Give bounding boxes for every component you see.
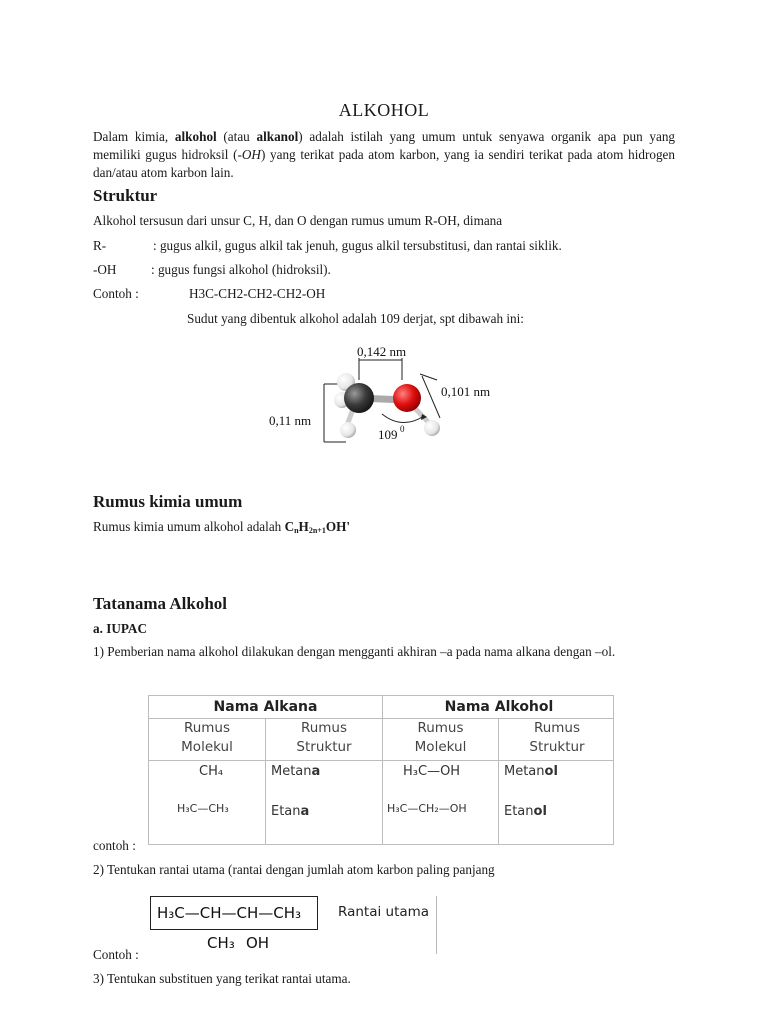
oh-label: -OH [93,262,117,277]
intro-text: ) adalah istilah yang umum untuk senyawa organik apa pun yang memiliki gugus hidroksil (- [93,129,676,162]
subheading-iupac: a. IUPAC [93,621,147,636]
subheader-rumus-struktur: Rumus Struktur [296,720,352,755]
header-nama-alkohol: Nama Alkohol [444,699,554,715]
intro-paragraph [93,128,675,182]
header-nama-alkana: Nama Alkana [213,699,318,715]
cell-h3c-ch3: H₃C—CH₃ [177,802,229,815]
hydrogen-atom [424,420,440,436]
r-text: : gugus alkil, gugus alkil tak jenuh, gugus alkil tersubstitusi, dan rantai siklik. [153,238,562,253]
subheader-rumus-struktur: Rumus Struktur [529,720,585,755]
rumus-text: Rumus kimia umum alkohol adalah [93,519,285,534]
intro-text: ) yang terikat pada atom karbon, yang ia sendiri terikat pada atom hidrogen dan/atau atom karbon lain. [93,147,675,180]
r-label: R- [93,238,107,253]
name-suffix: ol [533,804,547,819]
name-stem: Metan [271,764,312,779]
alkana-alkohol-table [148,695,614,845]
cell-h3c-ch2-oh: H₃C—CH₂—OH [387,802,467,815]
intro-bold-alkanol: alkanol [256,129,299,144]
struktur-oh-row [93,261,693,279]
step2-text: 2) Tentukan rantai utama (rantai dengan jumlah atom karbon paling panjang [93,862,495,877]
cell-etana [271,804,309,819]
cell-ch4: CH₄ [199,764,224,779]
heading-struktur: Struktur [93,186,158,205]
intro-bold-alkohol: alkohol [174,129,217,144]
contoh-formula: H3C-CH2-CH2-CH2-OH [189,286,326,301]
name-stem: Metan [504,764,545,779]
contoh-label: Contoh : [93,286,139,301]
rantai-utama-label: Rantai utama [338,904,430,920]
intro-text: Dalam kimia, [93,129,175,144]
dim-line [422,376,440,418]
chain-formula-box: H₃C—CH—CH—CH₃ [150,896,318,930]
chain-sub-oh: OH [246,934,270,952]
label-o-h-length: 0,101 nm [441,384,491,399]
contoh-label-1: contoh : [93,838,136,853]
name-stem: Etan [504,804,534,819]
heading-tatanama: Tatanama Alkohol [93,594,227,613]
sudut-text: Sudut yang dibentuk alkohol adalah 109 derjat, spt dibawah ini: [187,311,524,326]
name-suffix: a [300,804,310,819]
formula-2n1: 2n+1 [308,526,326,535]
oxygen-atom [393,384,421,412]
cell-metanol [504,764,558,779]
hydrogen-atom [340,422,356,438]
step3-text: 3) Tentukan substituen yang terikat rantai utama. [93,971,351,986]
label-angle: 109 [378,427,398,442]
contoh-label-2: Contoh : [93,947,139,962]
cell-metana [271,764,320,779]
alcohol-molecule-figure [262,338,512,453]
angle-arc [382,414,424,423]
label-c-o-length: 0,142 nm [357,344,407,359]
struktur-r-row [93,237,693,255]
struktur-line1: Alkohol tersusun dari unsur C, H, dan O dengan rumus umum R-OH, dimana [93,213,503,228]
cell-etanol [504,804,547,819]
formula-n: n [294,526,299,535]
intro-text: (atau [216,129,257,144]
formula-oh: OH' [325,519,351,534]
divider-line [436,896,437,954]
struktur-contoh-row [93,285,693,303]
carbon-atom [344,383,374,413]
rumus-text-line [93,518,350,540]
subheader-rumus-molekul: Rumus Molekul [414,720,467,755]
name-stem: Etan [271,804,301,819]
table-divider [149,760,613,761]
cell-h3c-oh: H₃C—OH [403,764,461,779]
oh-text: : gugus fungsi alkohol (hidroksil). [151,262,331,277]
page-title: ALKOHOL [338,100,430,120]
intro-italic-oh: OH [241,147,261,162]
name-suffix: ol [544,764,558,779]
heading-rumus: Rumus kimia umum [93,492,243,511]
subheader-rumus-molekul: Rumus Molekul [181,720,233,755]
step1-text: 1) Pemberian nama alkohol dilakukan dengan mengganti akhiran –a pada nama alkana dengan –ol. [93,644,616,659]
label-angle-degree: 0 [400,424,405,434]
name-suffix: a [311,764,321,779]
formula-c: C [284,519,295,534]
label-c-h-length: 0,11 nm [269,413,312,428]
chain-sub-ch3: CH₃ [207,934,235,952]
formula-h: H [298,519,309,534]
